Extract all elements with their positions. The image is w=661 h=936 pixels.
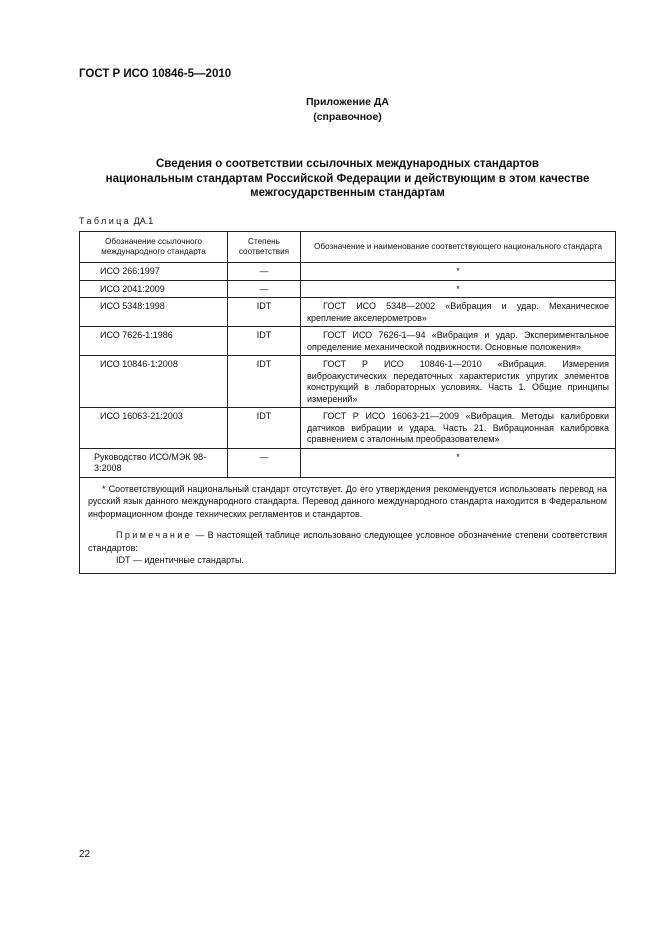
- cell-national: [301, 298, 616, 327]
- cell-degree: IDT: [228, 356, 301, 408]
- cell-national: *: [301, 448, 616, 477]
- cell-degree: IDT: [228, 298, 301, 327]
- table-row: [80, 263, 616, 281]
- appendix-subtitle: (справочное): [313, 111, 382, 123]
- table-row: [80, 280, 616, 298]
- cell-national: [301, 356, 616, 408]
- header-national-standard: Обозначение и наименование соответствующего национального стандарта: [301, 232, 616, 263]
- cell-reference: ИСО 10846-1:2008: [80, 356, 228, 408]
- table-row: [80, 356, 616, 408]
- table-caption-number: ДА.1: [133, 216, 154, 226]
- cell-national: [301, 408, 616, 449]
- appendix-heading: [79, 95, 616, 125]
- cell-national: [301, 327, 616, 356]
- cell-national: *: [301, 263, 616, 281]
- note-idt-definition: IDT — идентичные стандарты.: [116, 555, 245, 565]
- header-degree: Степень соответствия: [228, 232, 301, 263]
- cell-degree: —: [228, 263, 301, 281]
- table-caption-label: Таблица: [79, 216, 132, 226]
- note-label: Примечание: [116, 530, 193, 540]
- cell-national-text: ГОСТ Р ИСО 10846-1—2010 «Вибрация. Измерения виброакустических передаточных характеристик упругих элементов конструкций в лабораторных условиях. Часть 1. Общие принципы измерений»: [307, 359, 609, 404]
- cell-degree: IDT: [228, 327, 301, 356]
- table-row: [80, 327, 616, 356]
- cell-reference: ИСО 7626-1:1986: [80, 327, 228, 356]
- cell-degree: —: [228, 448, 301, 477]
- page-number: 22: [79, 849, 91, 860]
- section-title-line-3: межгосударственным стандартам: [250, 187, 445, 199]
- cell-reference: ИСО 2041:2009: [80, 280, 228, 298]
- section-title-line-1: Сведения о соответствии ссылочных международных стандартов: [155, 158, 539, 170]
- table-header-row: [80, 232, 616, 263]
- table-footnote-cell: [80, 477, 616, 573]
- cell-national: *: [301, 280, 616, 298]
- cell-reference: ИСО 5348:1998: [80, 298, 228, 327]
- section-title: [79, 157, 616, 201]
- cell-reference: ИСО 266:1997: [80, 263, 228, 281]
- standards-table: [79, 231, 616, 574]
- table-caption: [79, 216, 153, 226]
- cell-degree: —: [228, 280, 301, 298]
- cell-national-text: ГОСТ ИСО 7626-1—94 «Вибрация и удар. Экспериментальное определение механической подвижности. Основные положения»: [307, 330, 609, 352]
- cell-reference: Руководство ИСО/МЭК 98-3:2008: [80, 448, 228, 477]
- section-title-line-2: национальным стандартам Российской Федерации и действующим в этом качестве: [105, 172, 590, 185]
- appendix-title: Приложение ДА: [306, 96, 389, 108]
- table-row: [80, 448, 616, 477]
- table-row: [80, 408, 616, 449]
- cell-reference: ИСО 16063-21:2003: [80, 408, 228, 449]
- table-footer-row: [80, 477, 616, 573]
- table-note: [88, 529, 607, 554]
- cell-national-text: ГОСТ Р ИСО 16063-21—2009 «Вибрация. Методы калибровки датчиков вибрации и удара. Часть 21. Вибрационная калибровка сравнением с эталонным преобразователем»: [307, 411, 609, 444]
- note-text: — В настоящей таблице использовано следующее условное обозначение степени соответствия стандартов:: [88, 530, 607, 553]
- cell-degree: IDT: [228, 408, 301, 449]
- document-header: ГОСТ Р ИСО 10846-5—2010: [79, 68, 232, 80]
- header-reference-standard: Обозначение ссылочного международного стандарта: [80, 232, 228, 263]
- cell-national-text: ГОСТ ИСО 5348—2002 «Вибрация и удар. Механическое крепление акселерометров»: [307, 301, 609, 323]
- table-footnote: * Соответствующий национальный стандарт отсутствует. До его утверждения рекомендуется использовать перевод на русский язык данного международного стандарта. Перевод данного международного стандарта находится в Федеральном информационном фонде технических регламентов и стандартов.: [88, 483, 607, 519]
- table-row: [80, 298, 616, 327]
